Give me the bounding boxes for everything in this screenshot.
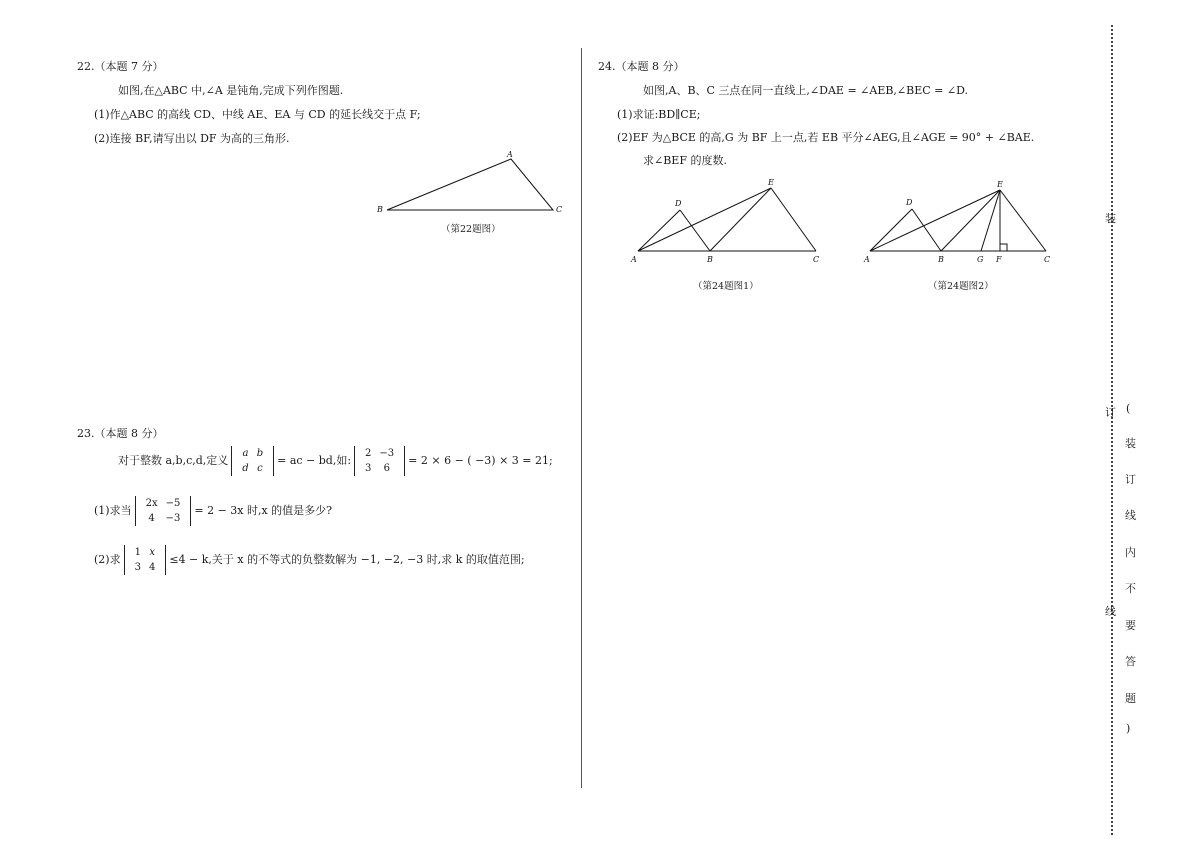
q23-p1-after: = 2 − 3x 时,x 的值是多少? — [194, 504, 333, 517]
notice-char: 要 — [1125, 619, 1136, 632]
label-f: F — [996, 255, 1002, 264]
notice-char: 订 — [1125, 473, 1136, 486]
notice-char: 答 — [1125, 655, 1136, 668]
binding-dotted-line — [1111, 25, 1113, 835]
q22-title: 22.（本题 7 分） — [77, 60, 164, 73]
line-ae — [638, 188, 771, 251]
q24-stem: 如图,A、B、C 三点在同一直线上,∠DAE = ∠AEB,∠BEC = ∠D. — [643, 84, 969, 97]
q22-part1: (1)作△ABC 的高线 CD、中线 AE、EA 与 CD 的延长线交于点 F; — [94, 108, 421, 121]
triangle-abc — [387, 159, 553, 210]
label-e: E — [768, 178, 774, 187]
label-c: C — [556, 205, 563, 214]
q23-p1-before: (1)求当 — [94, 504, 132, 517]
label-b: B — [377, 205, 383, 214]
q23-part1 — [94, 496, 332, 526]
label-d: D — [675, 199, 682, 208]
binding-char-zhuang: 装 — [1105, 212, 1116, 225]
notice-char: ( — [1126, 402, 1131, 415]
notice-char: 题 — [1125, 692, 1136, 705]
label-d: D — [906, 198, 913, 207]
q22-stem: 如图,在△ABC 中,∠A 是钝角,完成下列作图题. — [118, 84, 344, 97]
det-example: 2 −3 3 6 — [354, 446, 405, 476]
q24-caption1: （第24题图1） — [693, 281, 759, 292]
q24-figure2 — [860, 175, 1060, 267]
line-ad — [638, 210, 680, 251]
q22-caption: （第22题图） — [441, 224, 501, 235]
notice-char: ) — [1126, 722, 1131, 735]
line-ec — [771, 188, 816, 251]
label-c: C — [813, 255, 820, 264]
det-part1: 2x −5 4 −3 — [135, 496, 192, 526]
q23-p2-after: ≤4 − k,关于 x 的不等式的负整数解为 −1, −2, −3 时,求 k 的取值范围; — [169, 553, 525, 566]
line-be — [710, 188, 771, 251]
q23-intro-before: 对于整数 a,b,c,d,定义 — [118, 454, 229, 467]
label-b: B — [938, 255, 944, 264]
label-a: A — [631, 255, 637, 264]
notice-char: 线 — [1125, 509, 1136, 522]
q24-title: 24.（本题 8 分） — [598, 60, 685, 73]
line-ec — [1000, 190, 1046, 251]
label-a: A — [507, 150, 513, 159]
label-c: C — [1044, 255, 1051, 264]
line-ad — [870, 209, 912, 251]
binding-char-xian: 线 — [1105, 605, 1116, 618]
label-g: G — [977, 255, 984, 264]
right-angle-mark — [1000, 244, 1007, 251]
q24-figure1 — [628, 175, 828, 267]
q23-part2 — [94, 545, 525, 575]
det-definition: a b d c — [231, 446, 274, 476]
column-divider — [581, 48, 582, 788]
notice-char: 不 — [1125, 582, 1136, 595]
q23-intro-after: = 2 × 6 − ( −3) × 3 = 21; — [408, 454, 553, 467]
q24-part1: (1)求证:BD∥CE; — [617, 108, 701, 121]
notice-char: 装 — [1125, 437, 1136, 450]
det-part2: 1 x 3 4 — [124, 545, 167, 575]
binding-char-ding: 订 — [1105, 406, 1116, 419]
line-be — [941, 190, 1000, 251]
q22-part2: (2)连接 BF,请写出以 DF 为高的三角形. — [94, 132, 290, 145]
line-db — [912, 209, 941, 251]
q22-figure — [370, 148, 570, 218]
q23-intro-middle: = ac − bd,如: — [277, 454, 352, 467]
q24-part2-cont: 求∠BEF 的度数. — [643, 154, 727, 167]
label-e: E — [997, 180, 1003, 189]
label-b: B — [707, 255, 713, 264]
q24-caption2: （第24题图2） — [928, 281, 994, 292]
label-a: A — [864, 255, 870, 264]
q23-title: 23.（本题 8 分） — [77, 427, 164, 440]
q23-p2-before: (2)求 — [94, 553, 121, 566]
notice-char: 内 — [1125, 546, 1136, 559]
q24-part2: (2)EF 为△BCE 的高,G 为 BF 上一点,若 EB 平分∠AEG,且∠AGE = 90° + ∠BAE. — [617, 131, 1035, 144]
line-db — [680, 210, 710, 251]
q23-intro — [118, 446, 553, 476]
